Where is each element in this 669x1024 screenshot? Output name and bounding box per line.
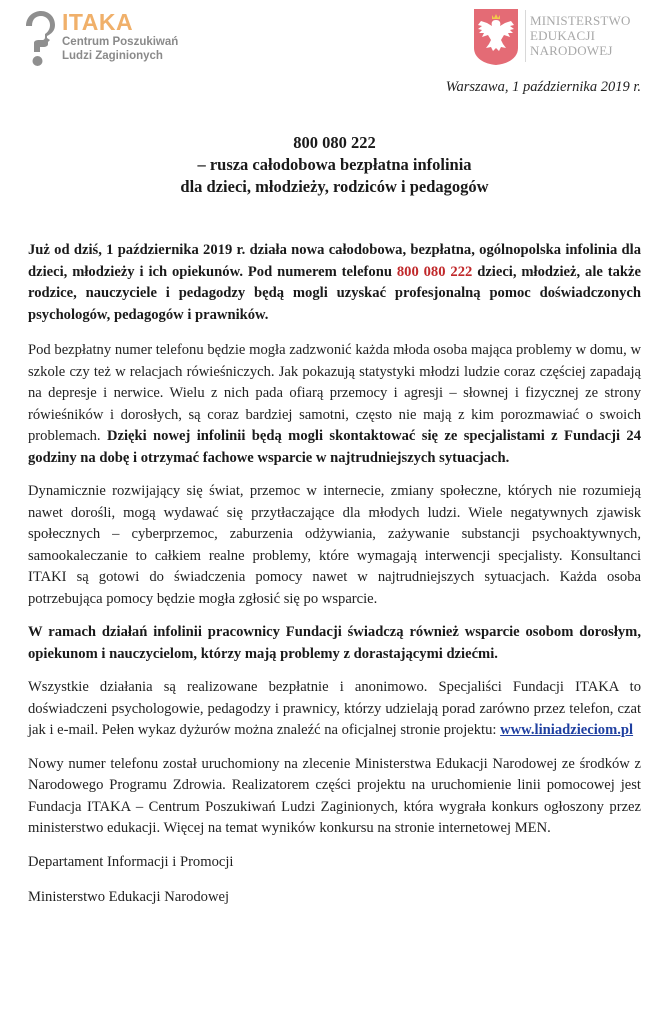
ministry-name-line3: NARODOWEJ bbox=[530, 43, 613, 58]
headline-line3: dla dzieci, młodzieży, rodziców i pedagogów bbox=[180, 177, 489, 196]
itaka-subtitle-line1: Centrum Poszukiwań bbox=[62, 36, 179, 48]
paragraph-3: Dynamicznie rozwijający się świat, przemoc w internecie, zmiany społeczne, których nie rozumieją nawet dorośli, mogą wydawać się przytłaczające dla młodych ludzi. Wiele negatywnych zjawisk społecznych – cyberprzemoc, zaburzenia odżywiania, zażywanie substancji psychoaktywnych, samookaleczanie to całkiem realne problemy, które wymagają interwencji specjalisty. Konsultanci ITAKI są gotowi do świadczenia pomocy nawet w najtrudniejszych sytuacjach. Każda osoba potrzebująca pomocy będzie mogła zgłosić się po wsparcie. bbox=[28, 483, 641, 607]
ministry-name-line1: MINISTERSTWO bbox=[530, 13, 631, 28]
paragraph-2-bold: Dzięki nowej infolinii będą mogli skontaktować się ze specjalistami z Fundacji 24 godziny na dobę i otrzymać fachowe wsparcie w najtrudniejszych sytuacjach. bbox=[28, 428, 641, 466]
ministry-logo bbox=[473, 8, 658, 68]
itaka-title: ITAKA bbox=[62, 9, 134, 35]
itaka-logo bbox=[22, 8, 222, 70]
itaka-subtitle-line2: Ludzi Zaginionych bbox=[62, 50, 163, 62]
ministry-name-line2: EDUKACJI bbox=[530, 28, 596, 43]
logo-divider bbox=[525, 10, 526, 62]
lead-text-part1: Już od dziś, 1 października 2019 r. działa nowa całodobowa, bezpłatna, ogólnopolska infolinia dla dzieci, młodzieży i ich opiekunów. Pod numerem telefonu bbox=[28, 242, 641, 280]
paragraph-6: Nowy numer telefonu został uruchomiony na zlecenie Ministerstwa Edukacji Narodowej ze środków z Narodowego Programu Zdrowia. Realizatorem części projektu na uruchomienie linii pomocowej jest Fundacja ITAKA – Centrum Poszukiwań Ludzi Zaginionych, która wygrała konkurs ogłoszony przez ministerstwo edukacji. Więcej na temat wyników konkursu na stronie internetowej MEN. bbox=[28, 755, 641, 836]
paragraph-5 bbox=[28, 677, 641, 742]
headline-line2: – rusza całodobowa bezpłatna infolinia bbox=[197, 155, 472, 174]
question-mark-head-icon bbox=[22, 10, 56, 68]
phone-number-highlight: 800 080 222 bbox=[396, 263, 473, 280]
paragraph-2 bbox=[28, 340, 641, 469]
polish-eagle-emblem-icon bbox=[473, 8, 519, 66]
paragraph-5-text: Wszystkie działania są realizowane bezpłatnie i anonimowo. Specjaliści Fundacji ITAKA to doświadczeni psychologowie, pedagodzy i prawnicy, którzy udzielają porad zarówno przez telefon, czat jak i e-mail. Pełen wykaz dyżurów można znaleźć na oficjalnej stronie projektu: bbox=[28, 679, 641, 738]
signature-department: Departament Informacji i Promocji bbox=[28, 853, 234, 870]
paragraph-2-text: Pod bezpłatny numer telefonu będzie mogła zadzwonić każda młoda osoba mająca problemy w domu, w szkole czy też w relacjach rówieśniczych. Jak pokazują statystyki młodzi ludzie coraz częściej zapadają na depresje i nerwice. Wielu z nich pada ofiarą przemocy i agresji – słownej i fizycznej ze strony rówieśników i dorosłych, są coraz bardziej samotni, często nie mają z kim porozmawiać o swoich problemach. bbox=[28, 342, 641, 444]
signature-ministry: Ministerstwo Edukacji Narodowej bbox=[28, 889, 230, 905]
paragraph-4: W ramach działań infolinii pracownicy Fundacji świadczą również wsparcie osobom dorosłym, opiekunom i nauczycielom, którzy mają problemy z dorastającymi dziećmi. bbox=[28, 624, 641, 662]
page-title bbox=[0, 132, 669, 198]
lead-text-part2: dzieci, młodzież, ale także rodzice, nauczyciele i pedagodzy będą mogli uzyskać profesjonalną pomoc doświadczonych psychologów, pedagogów i prawników. bbox=[28, 263, 642, 323]
project-website-link[interactable]: www.liniadzieciom.pl bbox=[500, 722, 634, 738]
document-date: Warszawa, 1 października 2019 r. bbox=[445, 79, 641, 95]
lead-paragraph bbox=[28, 240, 641, 326]
headline-phone: 800 080 222 bbox=[293, 133, 376, 152]
article-body bbox=[28, 240, 641, 923]
